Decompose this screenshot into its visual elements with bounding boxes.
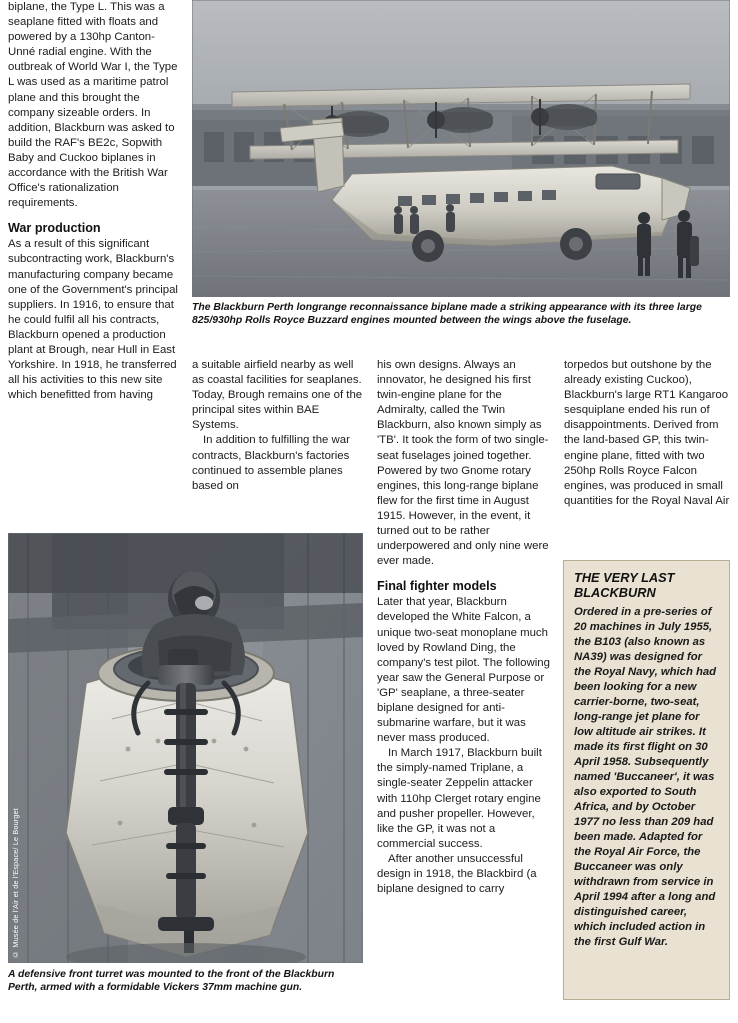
final-fighter-paragraph-3: After another unsuccessful design in 1918, the Blackbird (a biplane designed to carry: [377, 852, 537, 896]
column-b-paragraph-1: his own designs. Always an innovator, he designed his first twin-engine plane for the Admiralty, called the Twin Blackburn, also known simply as 'TB'. It took the form of two single-seat fuselages joined together. Powered by two Gnome rotary engines, this long-range biplane flew for the first time in August 1915. However, in the event, it turned out to be rather underpowered and only nine were ever made.: [377, 359, 549, 568]
intro-paragraph: biplane, the Type L. This was a seaplane fitted with floats and powered by a 130hp Canton-Unné radial engine. With the outbreak of World War I, the Type L was used as a maritime patrol plane and this brought the company sizeable orders. In addition, Blackburn was asked to build the RAF's BE2c, Sopwith Baby and Cuckoo biplanes in accordance with the British War Office's rationalization requirements.: [8, 1, 178, 210]
sidebar-body-text: Ordered in a pre-series of 20 machines in July 1955, the B103 (also known as NA39) was designed for the Royal Navy, which had been looking for a new carrier-borne, two-seat, long-range jet plane for low altitude air strikes. It made its first flight on 30 April 1958. Subsequently named 'Buccaneer', it was also exported to South Africa, and by October 1977 no less than 209 had been made. Adapted for the Royal Air Force, the Buccaneer was only withdrawn from service in April 1994 after a long and distinguished career, which included action in the first Gulf War.: [574, 606, 717, 949]
column-a-paragraph-2: In addition to fulfilling the war contracts, Blackburn's factories continued to assemble planes based on: [192, 434, 350, 492]
photo-front-turret: [8, 533, 363, 963]
photo-blackburn-perth-art: [192, 0, 730, 297]
final-fighter-paragraph-1: Later that year, Blackburn developed the White Falcon, a unique two-seat monoplane much loved by Rowland Ding, the company's test pilot. The following year saw the General Purpose or 'GP' seaplane, a three-seater biplane designed for anti-submarine warfare, but it was never mass produced.: [377, 596, 550, 745]
caption-top-photo: The Blackburn Perth longrange reconnaissance biplane made a striking appearance with its three large 825/930hp Rolls Royce Buzzard engines mounted between the wings above the fuselage.: [192, 302, 702, 327]
photo-credit: © Musée de l'Air et de l'Espace/ Le Bourget: [11, 808, 20, 959]
final-fighter-paragraph-2: In March 1917, Blackburn built the simply-named Triplane, a single-seater Zeppelin attacker with 110hp Clerget rotary engine and pusher propeller. However, like the GP, it was not a commercial success.: [377, 747, 542, 850]
left-text-column: [8, 0, 178, 403]
column-c-paragraph-1: torpedos but outshone by the already existing Cuckoo), Blackburn's large RT1 Kangaroo sesquiplane ended his run of disappointments. Derived from the land-based GP, this twin-engine plane, fitted with two 250hp Rolls Royce Falcon engines, was produced in small quantities for the Royal Naval Air: [564, 359, 730, 507]
sidebar-title: THE VERY LAST BLACKBURN: [574, 570, 675, 601]
final-fighter-models-heading: Final fighter models: [377, 579, 497, 594]
photo-blackburn-perth: [192, 0, 730, 297]
sidebar-very-last-blackburn: [563, 560, 730, 1000]
war-production-paragraph: As a result of this significant subcontracting work, Blackburn's manufacturing company became one of the Government's principal suppliers. In 1916, to ensure that he could fulfil all his contracts, Blackburn opened a production plant at Brough, near Hull in East Yorkshire. In 1918, he transferred all his activities to this new site which benefitted from having: [8, 238, 178, 402]
column-a-text: [192, 358, 364, 494]
column-b-text: [377, 358, 552, 897]
column-a-paragraph-1: a suitable airfield nearby as well as coastal facilities for seaplanes. Today, Brough remains one of the principal sites within BAE Systems.: [192, 359, 363, 432]
photo-front-turret-art: [8, 533, 363, 963]
column-c-text: [564, 358, 730, 509]
war-production-heading: War production: [8, 221, 101, 236]
caption-bottom-photo: A defensive front turret was mounted to the front of the Blackburn Perth, armed with a formidable Vickers 37mm machine gun.: [8, 969, 335, 994]
